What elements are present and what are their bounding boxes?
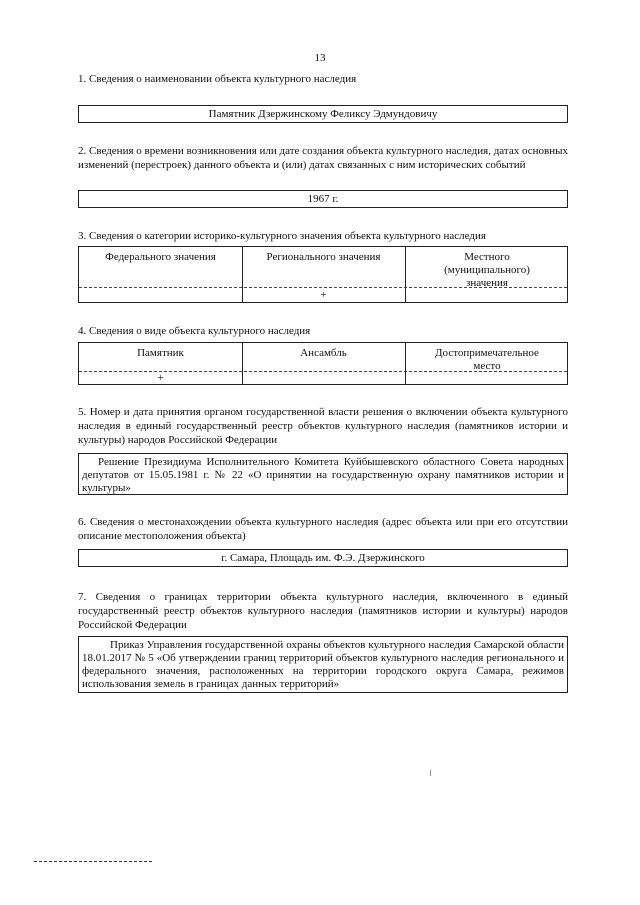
territory-order-value: Приказ Управления государственной охраны объектов культурного наследия Самарской области 18.01.2017 № 5 «Об утверждении границ территорий объектов культурного наследия регионального и федерального значения, расположенных на территории городского округа Самара, режимов использования земель в границах данных территорий» [82,639,564,690]
section-3-heading: 3. Сведения о категории историко-культурного значения объекта культурного наследия [78,230,486,242]
category-mark-regional: + [320,289,327,301]
category-column-federal: Федерального значения [105,251,216,263]
section-5-value-box [78,453,568,495]
type-column-monument: Памятник [137,347,184,359]
category-column-local: Местного (муниципального) значения [444,251,530,289]
section-1-value-box [78,105,568,123]
type-table [78,342,568,385]
type-column-ensemble: Ансамбль [300,347,347,359]
registry-decision-value: Решение Президиума Исполнительного Комитета Куйбышевского областного Совета народных депутатов от 15.05.1981 г. № 22 «О принятии на государственную охрану памятников истории и культуры» [82,456,564,494]
category-column-regional: Регионального значения [266,251,381,263]
section-2-value-box [78,190,568,208]
category-table [78,246,568,303]
section-1-heading: 1. Сведения о наименовании объекта культурного наследия [78,73,357,85]
section-6-heading: 6. Сведения о местонахождении объекта культурного наследия (адрес объекта или при его отсутствии описание местоположения объекта) [78,516,568,542]
location-address-value: г. Самара, Площадь им. Ф.Э. Дзержинского [221,552,425,564]
section-5-heading: 5. Номер и дата принятия органом государственной власти решения о включении объекта культурного наследия в единый государственный реестр объектов культурного наследия (памятников истории и культуры) народов Российской Федерации [78,406,568,446]
scan-mark [430,770,431,776]
page-number: 13 [314,52,326,64]
type-mark-monument: + [157,372,164,384]
object-name-value: Памятник Дзержинскому Феликсу Эдмундовичу [208,108,438,120]
type-column-landmark: Достопримечательное место [435,347,539,372]
footer-rule [34,861,152,862]
section-2-heading: 2. Сведения о времени возникновения или дате создания объекта культурного наследия, датах основных изменений (перестроек) данного объекта и (или) датах связанных с ним исторических событий [78,145,568,171]
creation-date-value: 1967 г. [307,193,339,205]
section-7-heading: 7. Сведения о границах территории объекта культурного наследия, включенного в единый государственный реестр объектов культурного наследия (памятников истории и культуры) народов Российской Федерации [78,591,568,631]
section-6-value-box [78,549,568,567]
section-4-heading: 4. Сведения о виде объекта культурного наследия [78,325,311,337]
section-7-value-box [78,636,568,693]
